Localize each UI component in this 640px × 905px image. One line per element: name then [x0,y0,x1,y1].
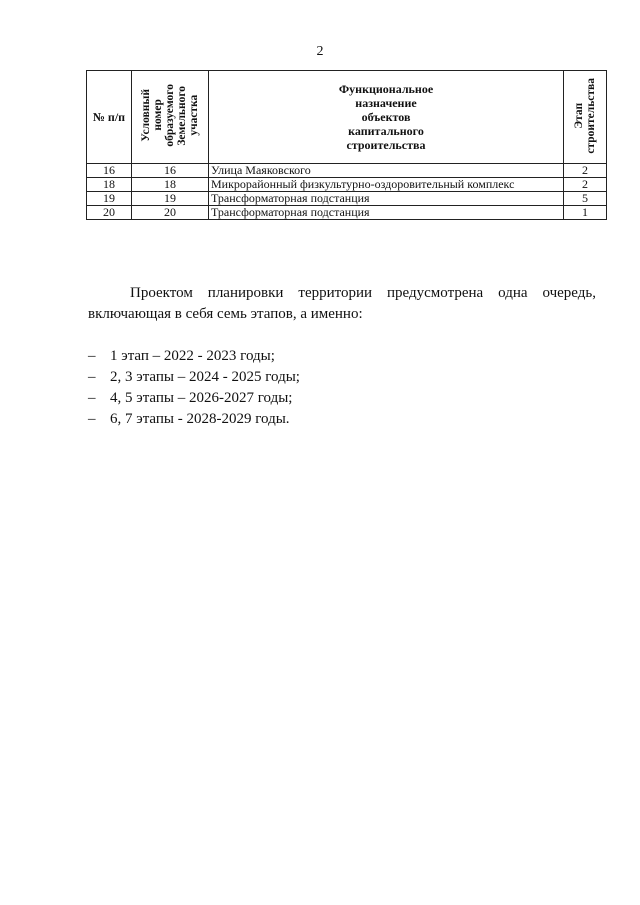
list-marker: – [88,348,96,364]
list-item [88,388,300,409]
header-function [209,71,564,164]
construction-stages-table [86,70,607,220]
list-item-text: 1 этап – 2022 - 2023 годы; [110,348,275,364]
table-row [87,164,607,178]
cell-stage: 1 [564,206,607,220]
cell-stage: 2 [564,164,607,178]
table-row [87,192,607,206]
cell-stage: 5 [564,192,607,206]
page-number: 2 [316,44,324,59]
table-row [87,206,607,220]
cell-num: 20 [87,206,132,220]
list-marker: – [88,390,96,406]
list-item-text: 4, 5 этапы – 2026-2027 годы; [110,390,293,406]
cell-num: 19 [87,192,132,206]
header-plot-number [132,71,209,164]
cell-plot: 16 [132,164,209,178]
header-stage-label: Этап строительства [573,77,597,154]
cell-stage: 2 [564,178,607,192]
header-function-label: Функциональное назначение объектов капитального строительства [338,82,434,152]
cell-plot: 20 [132,206,209,220]
list-item [88,367,300,388]
body-paragraph: Проектом планировки территории предусмотрена одна очередь, включающая в себя семь этапов, а именно: [88,285,596,322]
cell-num: 16 [87,164,132,178]
list-item [88,409,300,430]
header-row-number: № п/п [87,71,132,164]
cell-function: Трансформаторная подстанция [209,206,564,220]
list-marker: – [88,369,96,385]
cell-plot: 19 [132,192,209,206]
cell-plot: 18 [132,178,209,192]
list-item-text: 2, 3 этапы – 2024 - 2025 годы; [110,369,300,385]
stages-list [88,346,300,430]
table-header-row [87,71,607,164]
cell-num: 18 [87,178,132,192]
list-marker: – [88,411,96,427]
header-stage [564,71,607,164]
cell-function: Улица Маяковского [209,164,564,178]
table-row [87,178,607,192]
list-item [88,346,300,367]
cell-function: Трансформаторная подстанция [209,192,564,206]
header-plot-number-label: Условный номер образуемого Земельного участка [140,84,200,147]
cell-function: Микрорайонный физкультурно-оздоровительный комплекс [209,178,564,192]
list-item-text: 6, 7 этапы - 2028-2029 годы. [110,411,290,427]
